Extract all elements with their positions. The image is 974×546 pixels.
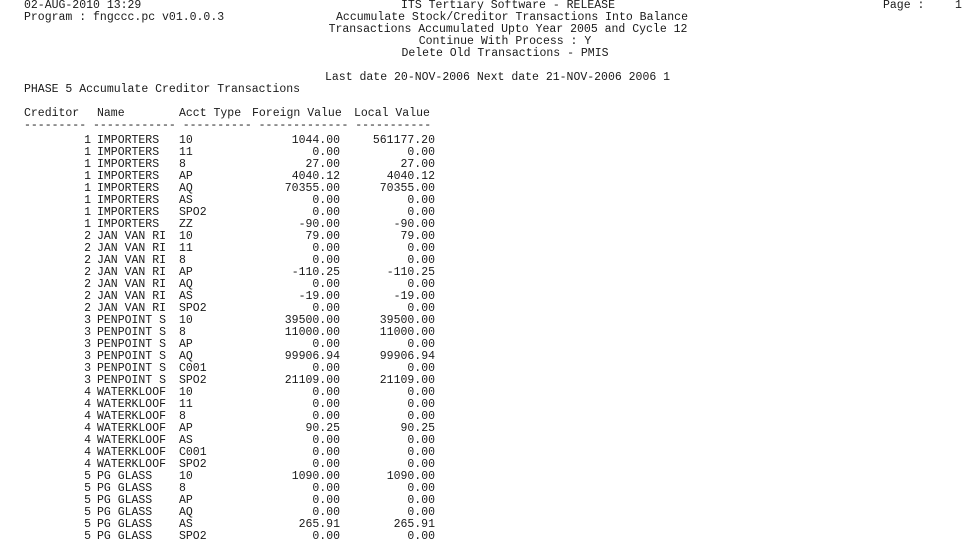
foreign-value-cell: 39500.00 [284,314,340,327]
name-cell: IMPORTERS [97,218,160,231]
col-acct-type: Acct Type [179,107,242,120]
creditor-cell: 4 [84,422,91,435]
acct-type-cell: AQ [179,506,193,519]
creditor-cell: 2 [84,278,91,291]
acct-type-cell: AS [179,434,193,447]
acct-type-cell: AP [179,170,193,183]
acct-type-cell: 11 [179,398,193,411]
local-value-cell: 79.00 [400,230,435,243]
local-value-cell: 0.00 [407,506,435,519]
name-cell: PG GLASS [97,494,153,507]
local-value-cell: 0.00 [407,398,435,411]
foreign-value-cell: 0.00 [312,278,340,291]
name-cell: JAN VAN RI [97,278,167,291]
acct-type-cell: C001 [179,362,207,375]
foreign-value-cell: 0.00 [312,506,340,519]
foreign-value-cell: 0.00 [312,530,340,543]
creditor-cell: 2 [84,254,91,267]
local-value-cell: 27.00 [400,158,435,171]
report-datetime: 02-AUG-2010 13:29 [24,0,142,12]
foreign-value-cell: 0.00 [312,458,340,471]
creditor-cell: 1 [84,206,91,219]
creditor-cell: 1 [84,134,91,147]
foreign-value-cell: 0.00 [312,206,340,219]
report-title-line: Transactions Accumulated Upto Year 2005 and Cycle 12 [328,23,688,36]
foreign-value-cell: 0.00 [312,398,340,411]
creditor-cell: 1 [84,182,91,195]
report-dates: Last date 20-NOV-2006 Next date 21-NOV-2006 2006 1 [325,71,671,84]
foreign-value-cell: 0.00 [312,386,340,399]
acct-type-cell: 10 [179,470,193,483]
phase-title: PHASE 5 Accumulate Creditor Transactions [24,83,301,96]
name-cell: PENPOINT S [97,314,167,327]
acct-type-cell: 8 [179,326,186,339]
name-cell: JAN VAN RI [97,302,167,315]
foreign-value-cell: 27.00 [305,158,340,171]
local-value-cell: 0.00 [407,242,435,255]
foreign-value-cell: 0.00 [312,302,340,315]
name-cell: PG GLASS [97,482,153,495]
creditor-cell: 4 [84,386,91,399]
foreign-value-cell: -110.25 [291,266,340,279]
name-cell: JAN VAN RI [97,230,167,243]
local-value-cell: -90.00 [393,218,435,231]
company-name: ITS Tertiary Software - RELEASE [401,0,615,12]
local-value-cell: 0.00 [407,386,435,399]
foreign-value-cell: 0.00 [312,194,340,207]
acct-type-cell: 10 [179,134,193,147]
acct-type-cell: C001 [179,446,207,459]
acct-type-cell: AS [179,290,193,303]
creditor-cell: 3 [84,350,91,363]
acct-type-cell: 10 [179,314,193,327]
name-cell: PG GLASS [97,518,153,531]
foreign-value-cell: 99906.94 [284,350,340,363]
acct-type-cell: 11 [179,242,193,255]
name-cell: WATERKLOOF [97,398,167,411]
local-value-cell: 265.91 [393,518,435,531]
local-value-cell: 70355.00 [379,182,435,195]
acct-type-cell: 11 [179,146,193,159]
local-value-cell: 0.00 [407,410,435,423]
col-foreign-value: Foreign Value [252,107,342,120]
acct-type-cell: 8 [179,254,186,267]
foreign-value-cell: 79.00 [305,230,340,243]
name-cell: JAN VAN RI [97,266,167,279]
local-value-cell: 0.00 [407,530,435,543]
creditor-cell: 2 [84,242,91,255]
name-cell: IMPORTERS [97,182,160,195]
creditor-cell: 4 [84,434,91,447]
local-value-cell: 39500.00 [379,314,435,327]
local-value-cell: 1090.00 [386,470,435,483]
creditor-cell: 3 [84,326,91,339]
foreign-value-cell: 11000.00 [284,326,340,339]
name-cell: PENPOINT S [97,362,167,375]
name-cell: IMPORTERS [97,206,160,219]
local-value-cell: -110.25 [386,266,435,279]
name-cell: JAN VAN RI [97,254,167,267]
acct-type-cell: ZZ [179,218,193,231]
header-separator: --------- ------------ ---------- ------------- ----------- [24,119,432,132]
creditor-cell: 3 [84,314,91,327]
local-value-cell: 0.00 [407,362,435,375]
name-cell: WATERKLOOF [97,410,167,423]
foreign-value-cell: 0.00 [312,482,340,495]
acct-type-cell: 8 [179,482,186,495]
acct-type-cell: AQ [179,350,193,363]
acct-type-cell: AS [179,194,193,207]
acct-type-cell: SPO2 [179,374,207,387]
foreign-value-cell: -19.00 [298,290,340,303]
local-value-cell: 90.25 [400,422,435,435]
creditor-cell: 5 [84,530,91,543]
creditor-cell: 1 [84,146,91,159]
creditor-cell: 5 [84,482,91,495]
col-creditor: Creditor [24,107,80,120]
foreign-value-cell: 0.00 [312,242,340,255]
acct-type-cell: SPO2 [179,530,207,543]
creditor-cell: 3 [84,338,91,351]
acct-type-cell: 8 [179,410,186,423]
local-value-cell: 11000.00 [379,326,435,339]
acct-type-cell: AP [179,266,193,279]
foreign-value-cell: 0.00 [312,446,340,459]
creditor-cell: 5 [84,518,91,531]
local-value-cell: 0.00 [407,494,435,507]
page-number: 1 [955,0,962,12]
foreign-value-cell: 70355.00 [284,182,340,195]
acct-type-cell: AQ [179,182,193,195]
local-value-cell: 99906.94 [379,350,435,363]
local-value-cell: 21109.00 [379,374,435,387]
name-cell: PENPOINT S [97,326,167,339]
name-cell: IMPORTERS [97,194,160,207]
transactions-table [0,135,974,543]
acct-type-cell: AP [179,494,193,507]
creditor-cell: 1 [84,158,91,171]
name-cell: JAN VAN RI [97,290,167,303]
local-value-cell: 0.00 [407,302,435,315]
acct-type-cell: AP [179,422,193,435]
acct-type-cell: AS [179,518,193,531]
creditor-cell: 5 [84,470,91,483]
local-value-cell: 0.00 [407,206,435,219]
name-cell: IMPORTERS [97,134,160,147]
local-value-cell: 0.00 [407,482,435,495]
local-value-cell: 0.00 [407,146,435,159]
local-value-cell: 561177.20 [372,134,435,147]
report-title-line: Continue With Process : Y [418,35,592,48]
creditor-cell: 2 [84,302,91,315]
foreign-value-cell: 1090.00 [291,470,340,483]
name-cell: PENPOINT S [97,338,167,351]
foreign-value-cell: -90.00 [298,218,340,231]
creditor-cell: 4 [84,410,91,423]
page-label: Page : [883,0,925,12]
foreign-value-cell: 0.00 [312,410,340,423]
name-cell: JAN VAN RI [97,242,167,255]
name-cell: WATERKLOOF [97,386,167,399]
creditor-cell: 4 [84,398,91,411]
creditor-cell: 5 [84,506,91,519]
foreign-value-cell: 1044.00 [291,134,340,147]
creditor-cell: 1 [84,170,91,183]
acct-type-cell: 10 [179,230,193,243]
acct-type-cell: 8 [179,158,186,171]
foreign-value-cell: 4040.12 [291,170,340,183]
foreign-value-cell: 0.00 [312,434,340,447]
local-value-cell: 0.00 [407,278,435,291]
foreign-value-cell: 90.25 [305,422,340,435]
acct-type-cell: SPO2 [179,206,207,219]
col-name: Name [97,107,125,120]
acct-type-cell: 10 [179,386,193,399]
creditor-cell: 5 [84,494,91,507]
foreign-value-cell: 0.00 [312,338,340,351]
local-value-cell: 0.00 [407,434,435,447]
foreign-value-cell: 0.00 [312,494,340,507]
local-value-cell: 0.00 [407,254,435,267]
local-value-cell: 4040.12 [386,170,435,183]
name-cell: IMPORTERS [97,170,160,183]
report-title-line: Delete Old Transactions - PMIS [401,47,609,60]
local-value-cell: -19.00 [393,290,435,303]
name-cell: WATERKLOOF [97,422,167,435]
foreign-value-cell: 0.00 [312,146,340,159]
foreign-value-cell: 0.00 [312,254,340,267]
local-value-cell: 0.00 [407,446,435,459]
creditor-cell: 3 [84,362,91,375]
table-row [0,531,974,543]
report-title-line: Accumulate Stock/Creditor Transactions Into Balance [336,11,688,24]
foreign-value-cell: 265.91 [298,518,340,531]
acct-type-cell: AQ [179,278,193,291]
name-cell: PENPOINT S [97,350,167,363]
acct-type-cell: SPO2 [179,458,207,471]
program-name: Program : fngccc.pc v01.0.0.3 [24,11,225,24]
name-cell: PG GLASS [97,506,153,519]
name-cell: IMPORTERS [97,146,160,159]
creditor-cell: 1 [84,218,91,231]
local-value-cell: 0.00 [407,458,435,471]
creditor-cell: 3 [84,374,91,387]
creditor-cell: 4 [84,458,91,471]
col-local-value: Local Value [354,107,430,120]
name-cell: WATERKLOOF [97,458,167,471]
creditor-cell: 2 [84,230,91,243]
creditor-cell: 2 [84,290,91,303]
name-cell: IMPORTERS [97,158,160,171]
creditor-cell: 2 [84,266,91,279]
name-cell: WATERKLOOF [97,434,167,447]
local-value-cell: 0.00 [407,194,435,207]
name-cell: PENPOINT S [97,374,167,387]
local-value-cell: 0.00 [407,338,435,351]
foreign-value-cell: 21109.00 [284,374,340,387]
name-cell: PG GLASS [97,470,153,483]
acct-type-cell: SPO2 [179,302,207,315]
creditor-cell: 4 [84,446,91,459]
acct-type-cell: AP [179,338,193,351]
foreign-value-cell: 0.00 [312,362,340,375]
name-cell: WATERKLOOF [97,446,167,459]
name-cell: PG GLASS [97,530,153,543]
creditor-cell: 1 [84,194,91,207]
